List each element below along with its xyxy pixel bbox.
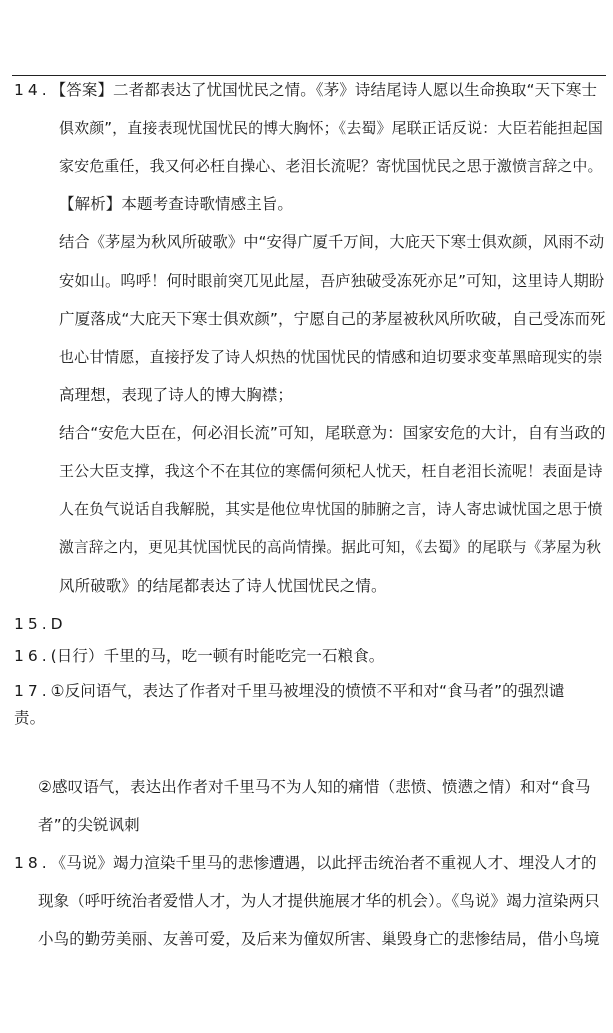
q15-line: [14, 613, 63, 635]
q14-analysis-line: 结合《茅屋为秋风所破歌》中“安得广厦千万间，大庇天下寒士俱欢颜，风雨不动: [59, 233, 605, 251]
q18-answer-line: 小鸟的勤劳美丽、友善可爱，及后来为僮奴所害、巢毁身亡的悲惨结局，借小鸟境: [38, 930, 600, 948]
q16-answer: (日行）千里的马，吃一顿有时能吃完一石粮食。: [50, 647, 385, 665]
q14-answer-line: 俱欢颜”，直接表现忧国忧民的博大胸怀；《去蜀》尾联正话反说：大臣若能担起国: [59, 119, 603, 137]
top-divider: [12, 75, 606, 76]
q14-answer-line: 家安危重任，我又何必枉自操心、老泪长流呢？寄忧国忧民之思于激愤言辞之中。: [59, 157, 603, 175]
q14-number: 14.: [14, 81, 51, 99]
q17-answer-line: 责。: [14, 709, 46, 727]
q14-analysis-line: 结合“安危大臣在，何必泪长流”可知，尾联意为：国家安危的大计，自有当政的: [59, 424, 606, 442]
q14-analysis-line: 也心甘情愿，直接抒发了诗人炽热的忧国忧民的情感和迫切要求变革黑暗现实的崇: [59, 348, 603, 366]
q14-analysis-line: 安如山。呜呼！何时眼前突兀见此屋，吾庐独破受冻死亦足”可知，这里诗人期盼: [59, 272, 605, 290]
q14-analysis-line: 激言辞之内，更见其忧国忧民的高尚情操。据此可知，《去蜀》的尾联与《茅屋为秋: [59, 539, 602, 556]
q14-analysis-line: 高理想，表现了诗人的博大胸襟；: [59, 386, 294, 404]
q16-line: [14, 645, 384, 667]
q14-analysis-line: 广厦落成“大庇天下寒士俱欢颜”，宁愿自己的茅屋被秋风所吹破，自己受冻而死: [59, 310, 606, 328]
q14-analysis-line: 风所破歌》的结尾都表达了诗人忧国忧民之情。: [59, 577, 387, 595]
q17-answer-line: 者”的尖锐讽刺: [38, 816, 140, 834]
q14-analysis-label: 【解析】本题考查诗歌情感主旨。: [59, 195, 294, 213]
q14-analysis-line: 王公大臣支撑，我这个不在其位的寒儒何须杞人忧天，枉自老泪长流呢！表面是诗: [59, 462, 603, 480]
q18-line-1: [14, 852, 597, 874]
q15-number: 15.: [14, 615, 51, 633]
q18-answer-line: 《马说》竭力渲染千里马的悲惨遭遇，以此抨击统治者不重视人才、埋没人才的: [50, 854, 597, 872]
q18-answer-line: 现象（呼吁统治者爱惜人才，为人才提供施展才华的机会）。《鸟说》竭力渲染两只: [38, 892, 600, 910]
q17-answer-line: ②感叹语气，表达出作者对千里马不为人知的痛惜（悲愤、愤懑之情）和对“食马: [38, 778, 591, 796]
q17-line-1: [14, 680, 565, 702]
q14-answer-line: 【答案】二者都表达了忧国忧民之情。《茅》诗结尾诗人愿以生命换取“天下寒士: [50, 81, 598, 99]
q17-number: 17.: [14, 682, 51, 700]
q17-answer-line: ①反问语气，表达了作者对千里马被埋没的愤愤不平和对“食马者”的强烈谴: [50, 682, 565, 700]
q14-analysis-line: 人在负气说话自我解脱，其实是他位卑忧国的肺腑之言，诗人寄忠诚忧国之思于愤: [59, 500, 603, 518]
q16-number: 16.: [14, 647, 51, 665]
q18-number: 18.: [14, 854, 51, 872]
q15-answer: D: [50, 615, 63, 633]
q14-line-1: [14, 79, 597, 101]
